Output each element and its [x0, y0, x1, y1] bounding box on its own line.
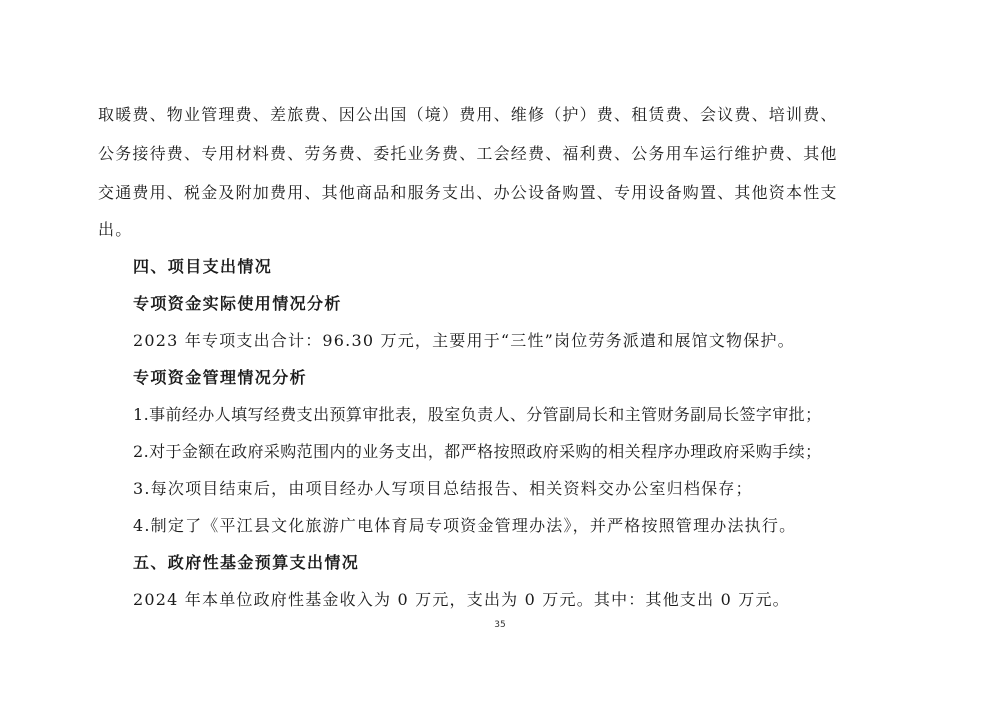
section-heading-government-fund: 五、政府性基金预算支出情况	[133, 553, 360, 572]
management-item: 3.每次项目结束后，由项目经办人写项目总结报告、相关资料交办公室归档保存；	[133, 479, 753, 498]
paragraph-line: 交通费用、税金及附加费用、其他商品和服务支出、办公设备购置、专用设备购置、其他资本性支	[98, 183, 838, 202]
subheading-fund-management-analysis: 专项资金管理情况分析	[133, 368, 308, 387]
government-fund-text: 2024 年本单位政府性基金收入为 0 万元，支出为 0 万元。其中：其他支出 0 万元。	[133, 590, 790, 609]
paragraph-line: 取暖费、物业管理费、差旅费、因公出国（境）费用、维修（护）费、租赁费、会议费、培训费、	[98, 105, 838, 124]
subheading-fund-usage-analysis: 专项资金实际使用情况分析	[133, 294, 342, 313]
fund-usage-text: 2023 年专项支出合计：96.30 万元，主要用于“三性”岗位劳务派遣和展馆文物保护。	[133, 331, 795, 350]
page-number: 35	[494, 620, 506, 630]
paragraph-line: 出。	[98, 220, 133, 239]
paragraph-line: 公务接待费、专用材料费、劳务费、委托业务费、工会经费、福利费、公务用车运行维护费、其他	[98, 144, 838, 163]
section-heading-project-expenditure: 四、项目支出情况	[133, 257, 273, 276]
management-item: 1.事前经办人填写经费支出预算审批表，股室负责人、分管副局长和主管财务副局长签字审批；	[133, 405, 822, 424]
management-item: 4.制定了《平江县文化旅游广电体育局专项资金管理办法》，并严格按照管理办法执行。	[133, 516, 797, 535]
management-item: 2.对于金额在政府采购范围内的业务支出，都严格按照政府采购的相关程序办理政府采购手续；	[133, 442, 822, 461]
